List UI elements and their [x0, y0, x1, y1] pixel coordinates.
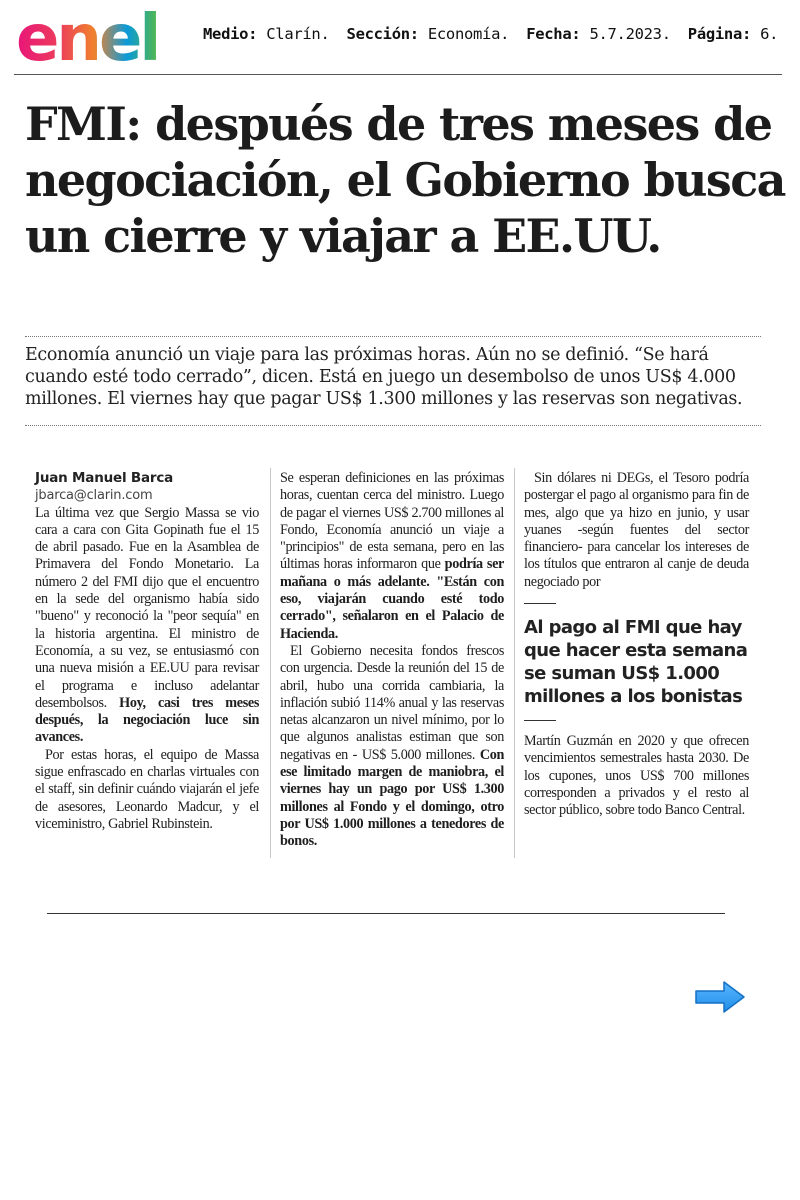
body-text: El Gobierno necesita fondos frescos con urgencia. Desde la reunión del 15 de abril, hubo una corrida cambiaria, la inflación subió 114% anual y las reservas netas alcanzaron un nivel mínimo, por lo que algunos analistas estiman que son negativas en - US$ 5.000 millones.	[280, 642, 504, 763]
seccion-value: Economía.	[427, 25, 510, 43]
article-column-1	[35, 470, 259, 833]
article-column-3	[524, 470, 749, 820]
pull-quote-top-rule	[524, 603, 556, 604]
body-text-bold: Con ese limitado margen de maniobra, el viernes hay un pago por US$ 1.300 millones al Fondo y el domingo, otro por US$ 1.000 millones a tenedores de bonos.	[280, 746, 505, 850]
pagina-label: Página:	[687, 25, 752, 43]
fecha-label: Fecha:	[526, 25, 581, 43]
enel-logo	[16, 4, 184, 66]
body-text-bold: podría ser mañana o más adelante. "Están con eso, viajarán cuando esté todo cerrado", señalaron en el Palacio de Hacienda.	[280, 556, 504, 642]
pull-quote-bottom-rule	[524, 720, 556, 721]
pagina-value: 6.	[760, 25, 779, 43]
enel-logo-text: enel	[16, 4, 159, 66]
column-divider	[270, 468, 271, 858]
article-end-divider	[47, 913, 725, 914]
pull-quote: Al pago al FMI que hay que hacer esta semana se suman US$ 1.000 millones a los bonistas	[524, 617, 748, 708]
body-text: La última vez que Sergio Massa se vio cara a cara con Gita Gopinath fue el 15 de abril pasado. Fue en la Asamblea de Primavera del Fondo Monetario. La número 2 del FMI dijo que el encuentro en la sede del organismo había sido "bueno" y reconoció la "peor sequía" en la historia argentina. El ministro de Economía, a su vez, se entusiasmó con una nueva misión a EE.UU para revisar el programa e incluso adelantar desembolsos.	[35, 504, 259, 711]
article-dek: Economía anunció un viaje para las próximas horas. Aún no se definió. “Se hará cuando esté todo cerrado”, dicen. Está en juego un desembolso de unos US$ 4.000 millones. El viernes hay que pagar US$ 1.300 millones y las reservas son negativas.	[25, 345, 743, 409]
arrow-right-icon[interactable]	[694, 980, 746, 1014]
article-column-2	[280, 470, 504, 851]
seccion-label: Sección:	[346, 25, 419, 43]
arrow-right-shape	[696, 982, 744, 1012]
article-headline: FMI: después de tres meses de negociación, el Gobierno busca un cierre y viajar a EE.UU.	[25, 97, 785, 263]
body-paragraph: Por estas horas, el equipo de Massa sigue enfrascado en charlas virtuales con el staff, sin definir cuándo viajarán el jefe de asesores, Leonardo Madcur, y el viceministro, Gabriel Rubinstein.	[35, 746, 259, 832]
document-metadata	[203, 25, 778, 43]
fecha-value: 5.7.2023.	[589, 25, 671, 43]
dek-top-divider	[25, 336, 761, 337]
body-paragraph: Sin dólares ni DEGs, el Tesoro podría postergar el pago al organismo para fin de mes, algo que ya hizo en junio, y usar yuanes -según fuentes del sector financiero- para cancelar los intereses de los títulos que entraron al canje de deuda negociado por	[524, 470, 749, 590]
author-name: Juan Manuel Barca	[35, 470, 174, 486]
body-paragraph: Martín Guzmán en 2020 y que ofrecen vencimientos semestrales hasta 2030. De los cupones, unos US$ 700 millones corresponden a privados y el resto al sector público, sobre todo Banco Central.	[524, 733, 749, 819]
body-paragraph	[35, 505, 259, 747]
medio-value: Clarín.	[266, 25, 330, 43]
dek-bottom-divider	[25, 425, 761, 426]
body-text: Se esperan definiciones en las próximas horas, cuentan cerca del ministro. Luego de pagar el viernes US$ 2.700 millones al Fondo, Economía anunció un viaje a "principios" de esta semana, pero en las últimas horas informaron que	[280, 470, 504, 573]
author-email[interactable]: jbarca@clarin.com	[35, 488, 153, 504]
column-divider	[514, 468, 515, 858]
body-text-bold: Hoy, casi tres meses después, la negociación luce sin avances.	[35, 694, 259, 746]
medio-label: Medio:	[203, 25, 258, 43]
body-paragraph	[280, 470, 504, 643]
body-paragraph	[280, 643, 504, 851]
header-divider	[14, 74, 782, 75]
